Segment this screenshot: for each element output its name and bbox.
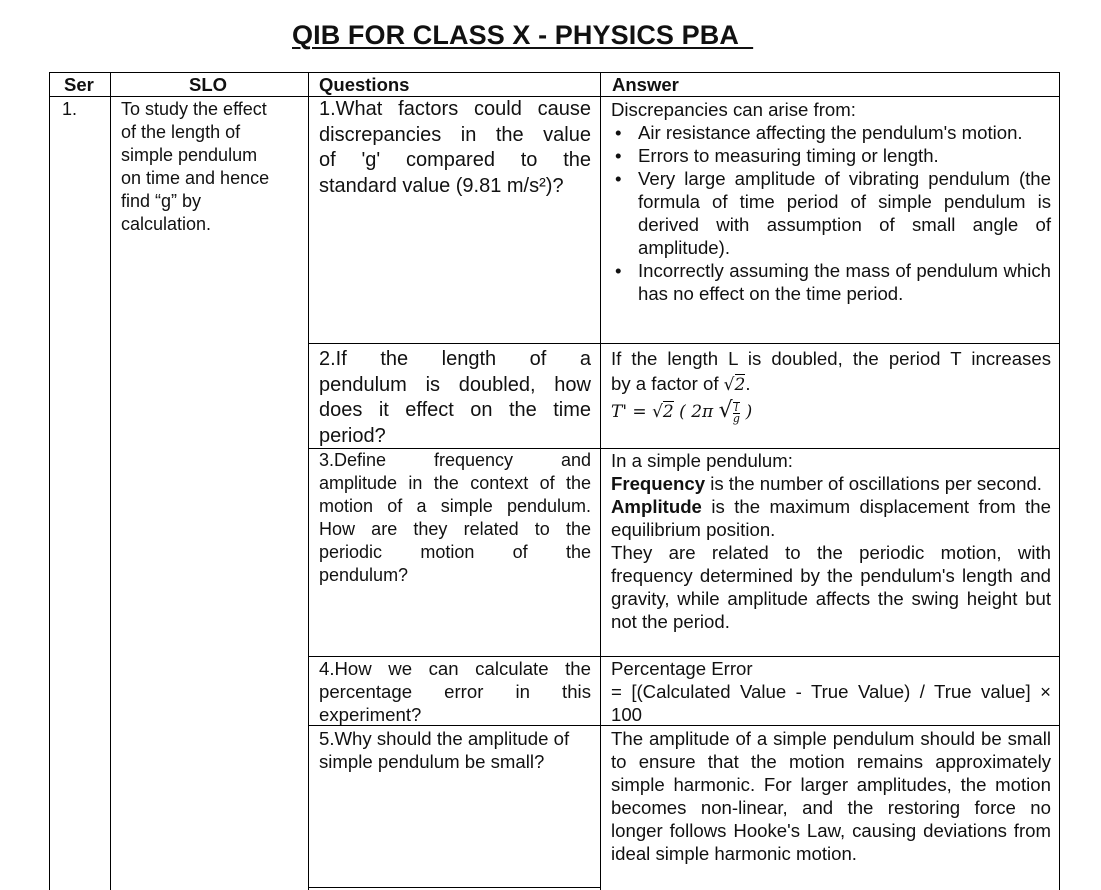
- answer-2-prefix: by a factor of: [611, 373, 724, 394]
- period-formula: [611, 399, 1051, 424]
- slo-line: simple pendulum: [121, 145, 258, 165]
- frequency-term: Frequency: [611, 473, 706, 494]
- sqrt-radicand: 2: [734, 375, 746, 395]
- answer-1-bullet: • Incorrectly assuming the mass of pendulum which has no effect on the time period.: [611, 259, 1051, 305]
- formula-denominator: g: [732, 411, 740, 425]
- table-bottom-partial: [308, 887, 600, 888]
- divider-questions-answer: [600, 72, 601, 890]
- answer-4-line: Percentage Error: [611, 658, 753, 679]
- answer-3: [611, 449, 1051, 633]
- table-right-border: [1059, 72, 1060, 890]
- formula-fraction: [733, 402, 741, 424]
- row-serial-number: 1.: [62, 99, 78, 119]
- amplitude-definition: is the maximum displacement from the equilibrium position.: [611, 496, 1051, 540]
- answer-1-bullet: • Air resistance affecting the pendulum's motion.: [611, 121, 1051, 144]
- question-2-line: does it effect on the time: [319, 399, 591, 421]
- formula-sqrt-2: 2: [662, 402, 674, 422]
- answer-1-intro: Discrepancies can arise from:: [611, 99, 856, 120]
- slo-line: find “g” by: [121, 191, 202, 211]
- formula-numerator: l: [734, 400, 739, 414]
- frequency-definition: is the number of oscillations per second.: [705, 473, 1042, 494]
- slo-line: calculation.: [121, 214, 212, 234]
- sqrt-symbol-icon: √: [723, 375, 735, 395]
- answer-4: [611, 657, 1051, 726]
- divider-slo-questions: [308, 72, 309, 890]
- answer-2: [611, 347, 1051, 424]
- answer-3-relation: They are related to the periodic motion, with frequency determined by the pendulum's length and gravity, while amplitude affects the swing height but not the period.: [611, 542, 1051, 632]
- answer-3-intro: In a simple pendulum:: [611, 450, 793, 471]
- answer-1: [611, 98, 1051, 305]
- answer-1-bullets: [611, 121, 1051, 305]
- answer-4-line: = [(Calculated Value - True Value) / True value] ×: [611, 681, 1051, 702]
- answer-1-bullet: • Very large amplitude of vibrating pendulum (the formula of time period of simple pendulum is derived with assumption of small angle of amplitude).: [611, 167, 1051, 259]
- question-4-line: experiment?: [319, 704, 422, 725]
- question-4-line: 4.How we can calculate the: [319, 658, 591, 679]
- question-1-line: of 'g' compared to the: [319, 149, 591, 171]
- divider-ser-slo: [110, 72, 111, 890]
- question-3-line: motion of a simple pendulum.: [319, 496, 591, 516]
- question-4: [319, 657, 591, 726]
- slo-line: of the length of: [121, 122, 241, 142]
- answer-4-line: 100: [611, 704, 643, 725]
- question-3-line: pendulum?: [319, 565, 409, 585]
- question-5: [319, 727, 597, 773]
- answer-5: The amplitude of a simple pendulum should be small to ensure that the motion remains approximately simple harmonic. For larger amplitudes, the motion becomes non-linear, and the restoring force no longer follows Hooke's Law, causing deviations from ideal simple harmonic motion.: [611, 728, 1051, 864]
- question-5-line: simple pendulum be small?: [319, 751, 545, 772]
- header-ser: Ser: [64, 74, 94, 95]
- question-3-line: periodic motion of the: [319, 542, 591, 562]
- answer-2-line: [611, 372, 1051, 397]
- header-questions: Questions: [319, 74, 410, 95]
- header-answer: Answer: [612, 74, 679, 95]
- question-2-line: pendulum is doubled, how: [319, 373, 591, 396]
- row-divider-q1: [308, 343, 1060, 344]
- formula-two-pi: 2π: [691, 402, 714, 422]
- header-slo: SLO: [189, 74, 228, 95]
- slo-text: [121, 98, 301, 236]
- question-1: [319, 97, 591, 199]
- question-2-line: period?: [319, 424, 386, 447]
- answer-2-line: If the length L is doubled, the period T increases: [611, 348, 1051, 369]
- question-4-line: percentage error in this: [319, 681, 591, 702]
- question-1-line: 1.What factors could cause: [319, 98, 591, 120]
- question-1-line: discrepancies in the value: [319, 123, 591, 146]
- formula-open-paren: (: [679, 402, 686, 422]
- question-2-line: 2.If the length of a: [319, 348, 591, 370]
- question-3-line: 3.Define frequency and: [319, 450, 591, 470]
- slo-line: on time and hence: [121, 168, 270, 188]
- answer-1-bullet: • Errors to measuring timing or length.: [611, 144, 1051, 167]
- sqrt-symbol-icon: √: [652, 402, 663, 422]
- formula-lhs: T' =: [611, 402, 653, 422]
- page-title: QIB FOR CLASS X - PHYSICS PBA: [292, 20, 754, 50]
- question-3: [319, 449, 591, 587]
- answer-3-frequency: [611, 472, 1051, 495]
- question-1-line: standard value (9.81 m/s²)?: [319, 174, 564, 197]
- question-3-line: amplitude in the context of the: [319, 473, 591, 493]
- sqrt-symbol-icon: √: [718, 398, 733, 423]
- question-3-line: How are they related to the: [319, 519, 591, 539]
- slo-line: To study the effect: [121, 99, 267, 119]
- table-top-border: [49, 72, 1060, 73]
- formula-close-paren: ): [745, 402, 753, 422]
- question-2: [319, 347, 591, 449]
- answer-2-period: .: [745, 373, 751, 394]
- table-left-border: [49, 72, 50, 890]
- amplitude-term: Amplitude: [611, 496, 702, 517]
- answer-3-amplitude: [611, 495, 1051, 541]
- question-5-line: 5.Why should the amplitude of: [319, 728, 570, 749]
